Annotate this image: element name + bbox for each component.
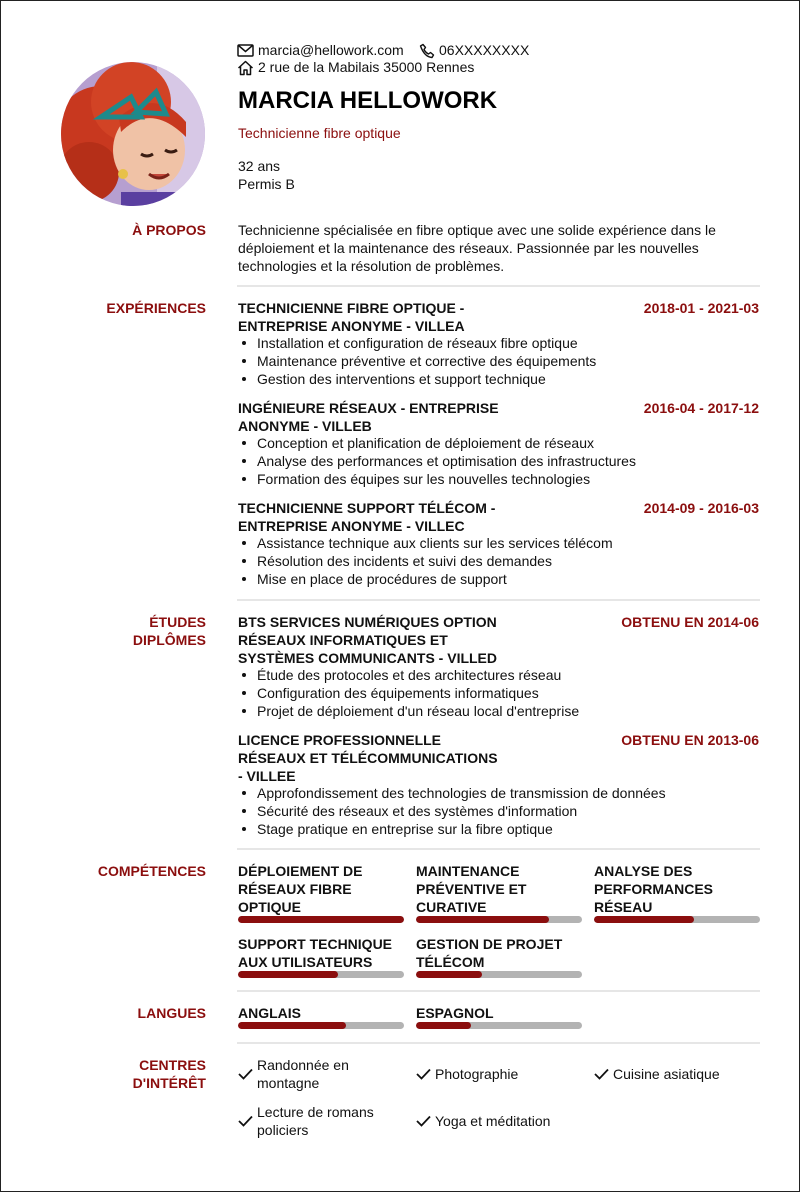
divider [237,1042,760,1044]
education-date: OBTENU EN 2013-06 [621,732,759,748]
skill-level-fill [238,971,338,978]
driving-license: Permis B [238,176,295,192]
mail-icon [237,44,254,57]
bullet-item: Approfondissement des technologies de transmission de données [238,784,738,802]
language-level-fill [238,1022,346,1029]
skill-item [416,935,582,971]
skill-name-line: RÉSEAUX FIBRE [238,881,352,897]
language-name: ESPAGNOL [416,1005,494,1021]
skill-name [416,935,582,971]
skill-name-line: ANALYSE DES [594,863,693,879]
divider [237,848,760,850]
experience-dates: 2018-01 - 2021-03 [643,300,759,316]
bullet-item: Maintenance préventive et corrective des équipements [238,352,738,370]
about-line: technologies et la résolution de problèmes. [238,258,505,274]
check-icon [238,1068,253,1080]
phone-text: 06XXXXXXXX [439,42,530,58]
home-icon [237,60,254,76]
skill-level-bar [416,971,582,978]
interest-item [594,1065,720,1083]
title-line: LICENCE PROFESSIONNELLE [238,732,442,748]
age: 32 ans [238,158,281,174]
bullet-item: Projet de déploiement d'un réseau local d'entreprise [238,702,738,720]
bullet-item: Conception et planification de déploiement de réseaux [238,434,738,452]
skill-name [594,862,760,916]
contact-email [237,42,404,59]
skill-name-line: PERFORMANCES [594,881,714,897]
skill-level-bar [238,971,404,978]
bullet-item: Gestion des interventions et support technique [238,370,738,388]
skill-name-line: RÉSEAU [594,899,653,915]
full-name: MARCIA HELLOWORK [238,87,498,114]
interest-label [257,1056,349,1092]
title-line: SYSTÈMES COMMUNICANTS - VILLED [238,650,498,666]
about-line: Technicienne spécialisée en fibre optique avec une solide expérience dans le [238,222,716,238]
interest-label-line: Randonnée en [257,1057,349,1073]
interest-label-line: montagne [257,1075,320,1091]
experience-bullets [238,534,738,588]
title-line: RÉSEAUX ET TÉLÉCOMMUNICATIONS [238,750,498,766]
skill-name-line: TÉLÉCOM [416,954,485,970]
skill-name-line: PRÉVENTIVE ET [416,881,527,897]
skill-name [238,862,404,916]
bullet-item: Configuration des équipements informatiques [238,684,738,702]
bullet-item: Sécurité des réseaux et des systèmes d'information [238,802,738,820]
experience-title [238,499,528,535]
language-item [238,1004,404,1022]
skill-level-fill [594,916,694,923]
skill-name-line: DÉPLOIEMENT DE [238,863,363,879]
skill-name [238,935,404,971]
language-name: ANGLAIS [238,1005,301,1021]
address-text: 2 rue de la Mabilais 35000 Rennes [258,59,475,75]
section-label-about: À PROPOS [132,222,206,238]
check-icon [238,1115,253,1127]
job-title: Technicienne fibre optique [238,125,401,141]
avatar [61,62,205,206]
skill-name-line: OPTIQUE [238,899,302,915]
email-text: marcia@hellowork.com [258,42,404,58]
education-bullets [238,784,738,838]
skill-level-bar [416,916,582,923]
label-line: DIPLÔMES [132,632,206,648]
section-label-interests [1,1056,206,1092]
interest-item [416,1112,550,1130]
education-date: OBTENU EN 2014-06 [621,614,759,630]
label-line: D'INTÉRÊT [132,1075,206,1091]
bullet-item: Formation des équipes sur les nouvelles technologies [238,470,738,488]
interest-item [416,1065,518,1083]
check-icon [416,1068,431,1080]
bullet-item: Mise en place de procédures de support [238,570,738,588]
title-line: TECHNICIENNE FIBRE OPTIQUE - [238,300,465,316]
divider [237,599,760,601]
divider [237,285,760,287]
interest-item [238,1103,374,1139]
title-line: INGÉNIEURE RÉSEAUX - ENTREPRISE [238,400,499,416]
skill-item [594,862,760,916]
about-text [238,221,760,275]
education-title [238,731,528,785]
section-label-skills: COMPÉTENCES [97,863,206,879]
experience-bullets [238,434,738,488]
skill-name-line: AUX UTILISATEURS [238,954,373,970]
interest-label: Yoga et méditation [435,1113,551,1129]
title-line: BTS SERVICES NUMÉRIQUES OPTION [238,614,497,630]
interest-label: Photographie [435,1066,519,1082]
language-level-fill [416,1022,471,1029]
title-line: ANONYME - VILLEB [238,418,372,434]
skill-level-fill [416,971,482,978]
divider [237,990,760,992]
experience-dates: 2014-09 - 2016-03 [643,500,759,516]
skill-level-fill [416,916,549,923]
experience-dates: 2016-04 - 2017-12 [643,400,759,416]
section-label-languages: LANGUES [137,1005,206,1021]
language-level-bar [238,1022,404,1029]
bullet-item: Résolution des incidents et suivi des demandes [238,552,738,570]
skill-name [416,862,582,916]
language-level-bar [416,1022,582,1029]
interest-label-line: policiers [257,1122,309,1138]
title-line: ENTREPRISE ANONYME - VILLEC [238,518,465,534]
title-line: ENTREPRISE ANONYME - VILLEA [238,318,465,334]
phone-icon [419,43,435,59]
check-icon [416,1115,431,1127]
title-line: RÉSEAUX INFORMATIQUES ET [238,632,448,648]
interest-label-line: Lecture de romans [257,1104,374,1120]
skill-level-bar [238,916,404,923]
experience-title [238,399,528,435]
interest-label [257,1103,374,1139]
label-line: ÉTUDES [149,614,206,630]
contact-address [237,59,474,76]
bullet-item: Stage pratique en entreprise sur la fibre optique [238,820,738,838]
language-item [416,1004,582,1022]
education-title [238,613,528,667]
skill-name-line: MAINTENANCE [416,863,520,879]
experience-bullets [238,334,738,388]
skill-item [416,862,582,916]
skill-item [238,862,404,916]
bullet-item: Assistance technique aux clients sur les services télécom [238,534,738,552]
bullet-item: Analyse des performances et optimisation des infrastructures [238,452,738,470]
skill-level-fill [238,916,404,923]
skill-name-line: CURATIVE [416,899,487,915]
experience-title [238,299,528,335]
section-label-studies [1,613,206,649]
bullet-item: Installation et configuration de réseaux fibre optique [238,334,738,352]
label-line: CENTRES [139,1057,206,1073]
skill-name-line: SUPPORT TECHNIQUE [238,936,393,952]
bullet-item: Étude des protocoles et des architectures réseau [238,666,738,684]
check-icon [594,1068,609,1080]
title-line: - VILLEE [238,768,296,784]
section-label-experiences: EXPÉRIENCES [106,300,206,316]
title-line: TECHNICIENNE SUPPORT TÉLÉCOM - [238,500,496,516]
about-line: déploiement et la maintenance des réseaux. Passionnée par les nouvelles [238,240,699,256]
interest-item [238,1056,349,1092]
skill-level-bar [594,916,760,923]
skill-name-line: GESTION DE PROJET [416,936,563,952]
skill-item [238,935,404,971]
contact-phone [419,42,529,59]
education-bullets [238,666,738,720]
interest-label: Cuisine asiatique [613,1066,720,1082]
